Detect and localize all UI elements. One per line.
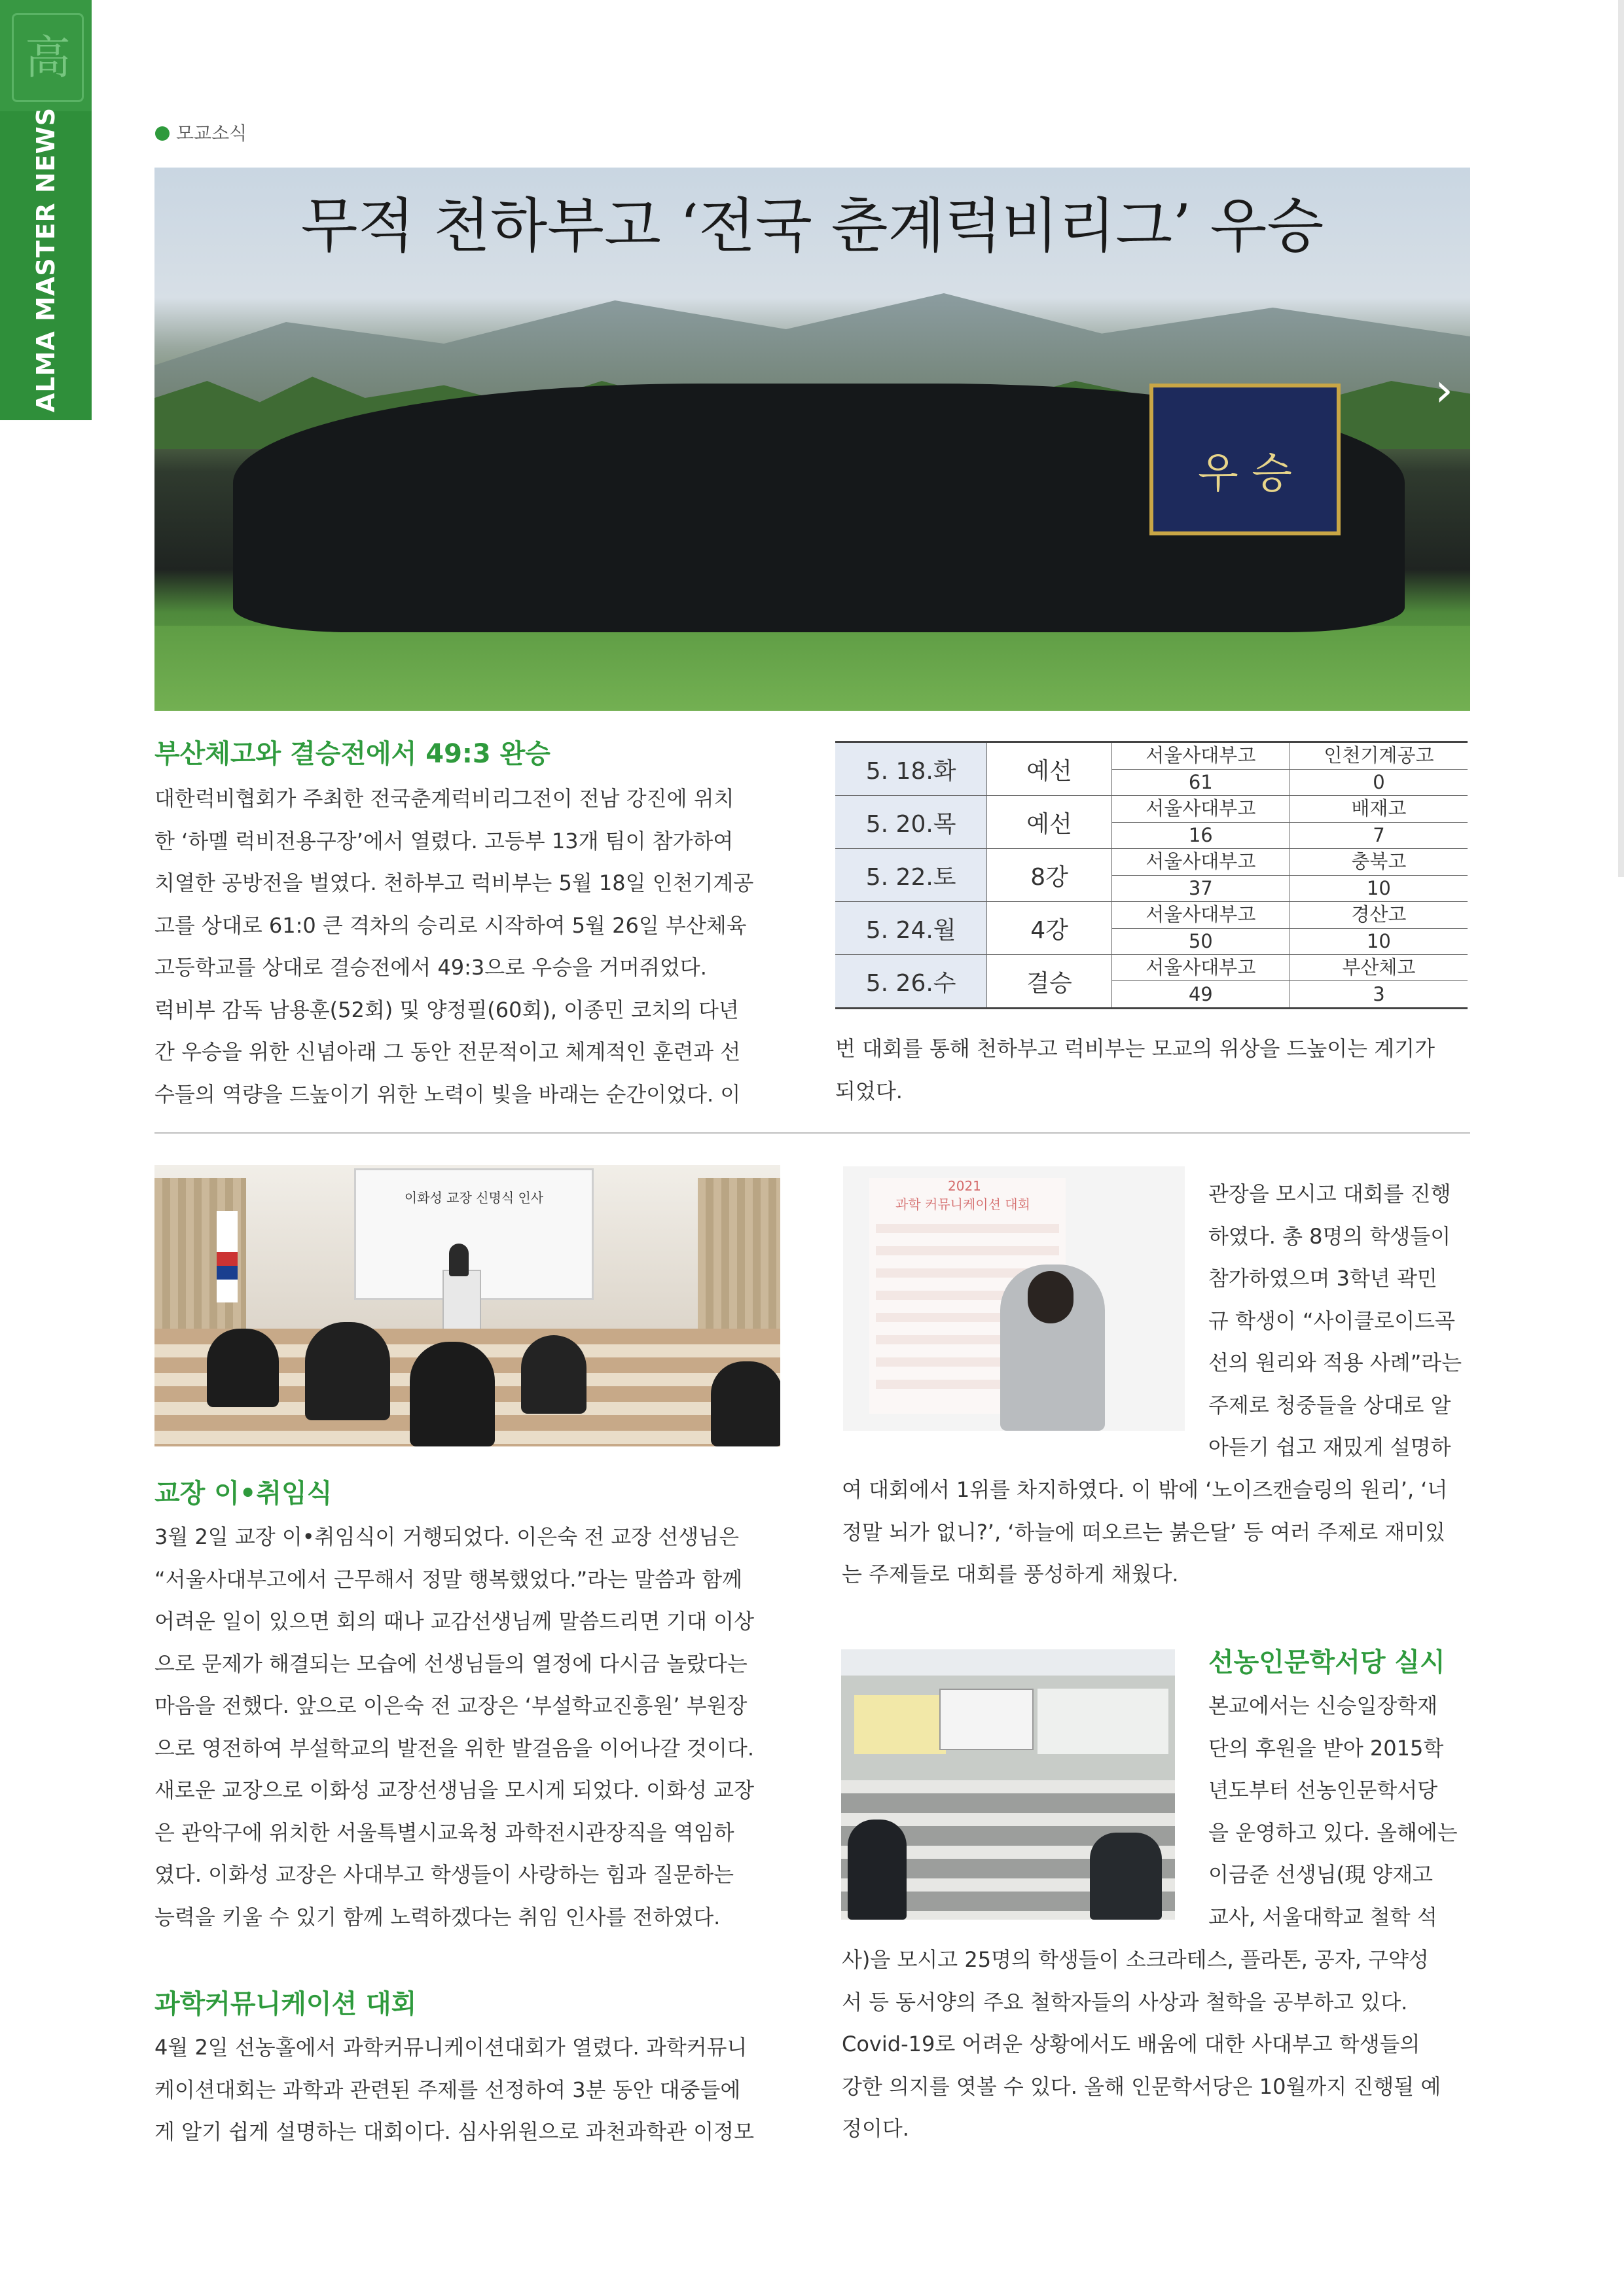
text-line: 서 등 동서양의 주요 철학자들의 사상과 철학을 공부하고 있다. [842,1989,1408,2015]
bullet-dot-icon [155,126,170,141]
team-home: 서울사대부고 [1111,796,1290,823]
school-emblem-glyph: 高 [12,13,84,102]
text-line: 는 주제들로 대회를 풍성하게 채웠다. [842,1562,1179,1587]
text-line: 아듣기 쉽고 재밌게 설명하 [1208,1435,1451,1460]
match-date: 5. 22.토 [835,849,987,902]
text-line: 단의 후원을 받아 2015학 [1208,1735,1444,1761]
text-line: 치열한 공방전을 벌였다. 천하부고 럭비부는 5월 18일 인천기계공 [154,870,754,895]
text-line: 사)을 모시고 25명의 학생들이 소크라테스, 플라톤, 공자, 구약성 [842,1947,1429,1972]
text-line: 게 알기 쉽게 설명하는 대회이다. 심사위원으로 과천과학관 이정모 [154,2119,755,2144]
match-round: 8강 [987,849,1111,902]
audience-member [410,1342,495,1446]
text-line: 년도부터 선농인문학서당 [1208,1778,1438,1803]
team-home: 서울사대부고 [1111,742,1290,770]
article-body-humanities-continued [842,1939,1470,2150]
text-line: 본교에서는 신승일장학재 [1208,1693,1438,1718]
text-line: 3월 2일 교장 이•취임식이 거행되었다. 이은숙 전 교장 선생님은 [154,1524,740,1549]
results-table [835,741,1468,1009]
humanities-class-photo [841,1649,1175,1920]
score-away: 3 [1290,981,1468,1009]
article-heading-ceremony: 교장 이•취임식 [154,1479,333,1509]
score-away: 10 [1290,875,1468,902]
side-tab-label: ALMA MASTER NEWS [31,107,60,412]
team-away: 충북고 [1290,849,1468,876]
text-line: 으로 영전하여 부설학교의 발전을 위한 발걸음을 이어나갈 것이다. [154,1735,755,1761]
slide-title: 과학 커뮤니케이션 대회 [895,1196,1030,1212]
text-line: 강한 의지를 엿볼 수 있다. 올해 인문학서당은 10월까지 진행될 예 [842,2073,1441,2099]
score-home: 50 [1111,928,1290,955]
score-away: 7 [1290,822,1468,849]
score-home: 16 [1111,822,1290,849]
slide-year: 2021 [948,1178,981,1194]
text-line: 럭비부 감독 남용훈(52회) 및 양정필(60회), 이종민 코치의 다년 [154,997,739,1022]
text-line: 고를 상대로 61:0 큰 격차의 승리로 시작하여 5월 26일 부산체육 [154,912,747,938]
hero-banner-text: 우 승 [1198,450,1292,498]
text-line: 한 ‘하멜 럭비전용구장’에서 열렸다. 고등부 13개 팀이 참가하여 [154,828,734,853]
text-line: 주제로 청중들을 상대로 알 [1208,1392,1451,1418]
score-home: 49 [1111,981,1290,1009]
text-line: 으로 문제가 해결되는 모습에 선생님들의 열정에 다시금 놀랐다는 [154,1651,748,1676]
presenter-head [1028,1271,1074,1323]
team-away: 경산고 [1290,902,1468,929]
national-flag [217,1211,238,1302]
article-body-humanities-right [1208,1685,1470,1938]
projection-screen [939,1689,1034,1750]
section-divider [154,1132,1470,1134]
article-body-rugby-continued [835,1028,1469,1112]
science-contest-photo [843,1166,1185,1431]
text-line: 은 관악구에 위치한 서울특별시교육청 과학전시관장직을 역임하 [154,1820,734,1845]
hero-grass [154,626,1470,711]
team-away: 배재고 [1290,796,1468,823]
text-line: 정이다. [842,2116,909,2141]
side-tab [0,0,92,420]
article-body-ceremony [154,1516,783,1938]
table-row [835,849,1468,876]
text-line: 였다. 이화성 교장은 사대부고 학생들이 사랑하는 힘과 질문하는 [154,1862,734,1887]
audience-member [207,1329,279,1407]
text-line: 정말 뇌가 없니?’, ‘하늘에 떠오르는 붉은달’ 등 여러 주제로 재미있 [842,1519,1446,1545]
text-line: 번 대회를 통해 천하부고 럭비부는 모교의 위상을 드높이는 계기가 [835,1036,1435,1061]
table-row [835,955,1468,981]
text-line: 수들의 역량을 드높이기 위한 노력이 빛을 바래는 순간이었다. 이 [154,1081,741,1107]
team-away: 인천기계공고 [1290,742,1468,770]
text-line: 고등학교를 상대로 결승전에서 49:3으로 우승을 거머쥐었다. [154,955,707,980]
projection-screen-text: 이화성 교장 신명식 인사 [404,1190,544,1206]
table-row [835,742,1468,770]
article-heading-humanities: 선농인문학서당 실시 [1208,1647,1445,1677]
ceremony-photo [154,1165,780,1446]
score-home: 37 [1111,875,1290,902]
text-line: 여 대회에서 1위를 차지하였다. 이 밖에 ‘노이즈캔슬링의 원리’, ‘너 [842,1477,1448,1502]
whiteboard [1038,1689,1168,1754]
text-line: 선의 원리와 적용 사례”라는 [1208,1350,1462,1375]
text-line: 대한럭비협회가 주최한 전국춘계럭비리그전이 전남 강진에 위치 [154,786,734,811]
match-round: 결승 [987,955,1111,1009]
text-line: 관장을 모시고 대회를 진행 [1208,1181,1451,1206]
section-label-text: 모교소식 [176,122,247,144]
text-line: 능력을 키울 수 있기 함께 노력하겠다는 취임 인사를 전하였다. [154,1904,721,1929]
text-line: 새로운 교장으로 이화성 교장선생님을 모시게 되었다. 이화성 교장 [154,1778,755,1803]
text-line: 이금준 선생님(現 양재고 [1208,1862,1434,1887]
text-line: 마음을 전했다. 앞으로 이은숙 전 교장은 ‘부설학교진흥원’ 부원장 [154,1693,748,1718]
article-heading-science: 과학커뮤니케이션 대회 [154,1989,417,2019]
score-away: 10 [1290,928,1468,955]
match-date: 5. 20.목 [835,796,987,849]
text-line: 어려운 일이 있으면 회의 때나 교감선생님께 말씀드리면 기대 이상 [154,1609,755,1634]
text-line: 간 우승을 위한 신념아래 그 동안 전문적이고 체계적인 훈련과 선 [154,1039,741,1064]
hero-photo [154,168,1470,711]
text-line: “서울사대부고에서 근무해서 정말 행복했었다.”라는 말씀과 함께 [154,1566,742,1592]
article-body-science [154,2026,783,2153]
text-line: 교사, 서울대학교 철학 석 [1208,1904,1437,1929]
match-date: 5. 26.수 [835,955,987,1009]
text-line: 하였다. 총 8명의 학생들이 [1208,1223,1451,1249]
score-away: 0 [1290,769,1468,796]
next-arrow-icon[interactable]: › [1435,363,1453,417]
section-label [155,122,247,145]
article-body-science-continued [842,1469,1470,1596]
article-heading-rugby: 부산체고와 결승전에서 49:3 완승 [154,739,550,769]
audience-member [711,1361,780,1446]
team-home: 서울사대부고 [1111,955,1290,981]
ceiling-lights [841,1649,1175,1676]
team-home: 서울사대부고 [1111,849,1290,876]
text-line: 케이션대회는 과학과 관련된 주제를 선정하여 3분 동안 대중들에 [154,2077,741,2102]
text-line: 4월 2일 선농홀에서 과학커뮤니케이션대회가 열렸다. 과학커뮤니 [154,2035,748,2060]
audience-member [305,1322,390,1420]
notice-board [854,1695,946,1754]
match-round: 예선 [987,796,1111,849]
match-round: 4강 [987,902,1111,955]
page-edge-strip [1618,0,1624,877]
table-row [835,902,1468,929]
student [1090,1833,1162,1920]
hero-title: 무적 천하부고 ‘전국 춘계럭비리그’ 우승 [300,192,1324,260]
text-line: 참가하였으며 3학년 곽민 [1208,1266,1437,1291]
audience-member [521,1335,586,1414]
hero-championship-banner [1149,384,1341,535]
article-body-science-right [1208,1173,1470,1469]
text-line: 되었다. [835,1078,903,1103]
team-away: 부산체고 [1290,955,1468,981]
text-line: Covid-19로 어려운 상황에서도 배움에 대한 사대부고 학생들의 [842,2032,1420,2056]
student [848,1820,907,1920]
wall-panel-right [698,1178,780,1348]
article-body-rugby [154,778,782,1115]
match-date: 5. 24.월 [835,902,987,955]
match-round: 예선 [987,742,1111,796]
text-line: 을 운영하고 있다. 올해에는 [1208,1820,1458,1845]
team-home: 서울사대부고 [1111,902,1290,929]
match-date: 5. 18.화 [835,742,987,796]
text-line: 규 학생이 “사이클로이드곡 [1208,1308,1455,1333]
speaker [449,1244,469,1276]
table-row [835,796,1468,823]
score-home: 61 [1111,769,1290,796]
